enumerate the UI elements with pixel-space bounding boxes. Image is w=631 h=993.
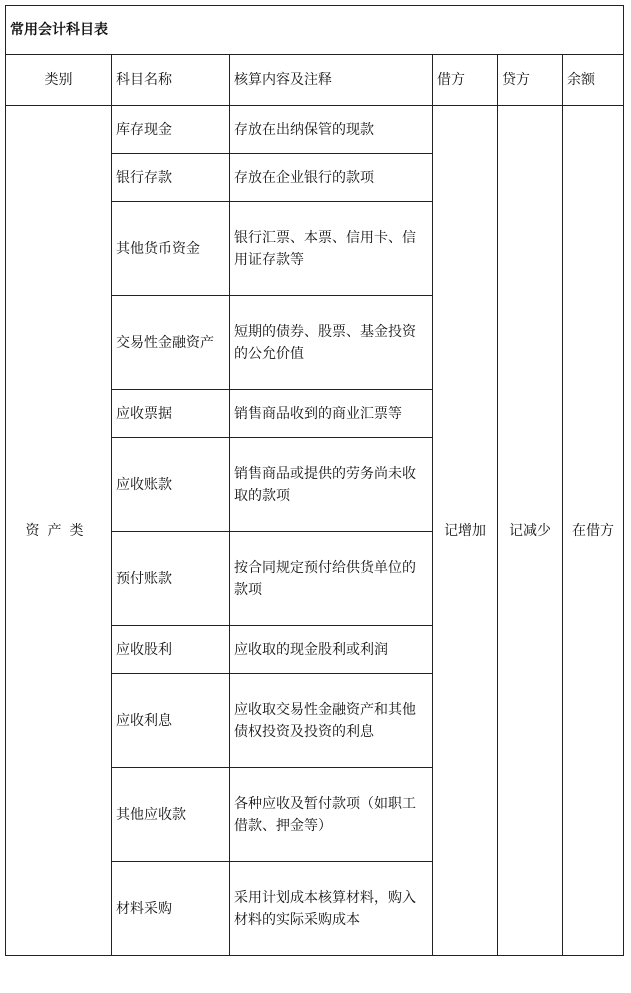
table-row — [6, 106, 624, 154]
table-title: 常用会计科目表 — [6, 6, 624, 55]
header-notes: 核算内容及注释 — [230, 55, 433, 106]
debit-rule: 记增加 — [433, 106, 498, 956]
account-notes — [230, 390, 433, 438]
notes-line: 应收取的现金股利或利润 — [234, 641, 388, 658]
notes-line: 采用计划成本核算材料，购入 — [234, 889, 416, 906]
account-name: 应收利息 — [112, 674, 230, 768]
notes-line: 的公允价值 — [234, 345, 304, 362]
notes-line: 用证存款等 — [234, 251, 304, 268]
account-notes — [230, 296, 433, 390]
account-notes — [230, 154, 433, 202]
notes-line: 借款、押金等） — [234, 817, 332, 834]
notes-line: 各种应收及暂付款项（如职工 — [234, 795, 416, 812]
header-debit: 借方 — [433, 55, 498, 106]
account-notes — [230, 438, 433, 532]
notes-line: 银行汇票、本票、信用卡、信 — [234, 229, 416, 246]
balance-rule: 在借方 — [563, 106, 624, 956]
account-notes — [230, 106, 433, 154]
account-name: 其他货币资金 — [112, 202, 230, 296]
account-name: 其他应收款 — [112, 768, 230, 862]
account-name: 交易性金融资产 — [112, 296, 230, 390]
header-credit: 贷方 — [498, 55, 563, 106]
account-notes — [230, 626, 433, 674]
notes-line: 取的款项 — [234, 487, 290, 504]
header-row — [6, 55, 624, 106]
notes-line: 存放在出纳保管的现款 — [234, 121, 374, 138]
account-name: 预付账款 — [112, 532, 230, 626]
account-notes — [230, 862, 433, 956]
account-notes — [230, 768, 433, 862]
category-cell: 资产类 — [6, 106, 112, 956]
notes-line: 销售商品或提供的劳务尚未收 — [234, 465, 416, 482]
account-name: 应收股利 — [112, 626, 230, 674]
account-notes — [230, 202, 433, 296]
account-name: 应收票据 — [112, 390, 230, 438]
notes-line: 款项 — [234, 581, 262, 598]
account-name: 银行存款 — [112, 154, 230, 202]
notes-line: 应收取交易性金融资产和其他 — [234, 701, 416, 718]
header-balance: 余额 — [563, 55, 624, 106]
account-notes — [230, 674, 433, 768]
account-notes — [230, 532, 433, 626]
header-name: 科目名称 — [112, 55, 230, 106]
account-name: 材料采购 — [112, 862, 230, 956]
account-table — [5, 5, 624, 956]
credit-rule: 记减少 — [498, 106, 563, 956]
notes-line: 销售商品收到的商业汇票等 — [234, 405, 402, 422]
header-category: 类别 — [6, 55, 112, 106]
notes-line: 债权投资及投资的利息 — [234, 723, 374, 740]
notes-line: 按合同规定预付给供货单位的 — [234, 559, 416, 576]
account-name: 库存现金 — [112, 106, 230, 154]
notes-line: 短期的债券、股票、基金投资 — [234, 323, 416, 340]
notes-line: 材料的实际采购成本 — [234, 911, 360, 928]
account-name: 应收账款 — [112, 438, 230, 532]
notes-line: 存放在企业银行的款项 — [234, 169, 374, 186]
